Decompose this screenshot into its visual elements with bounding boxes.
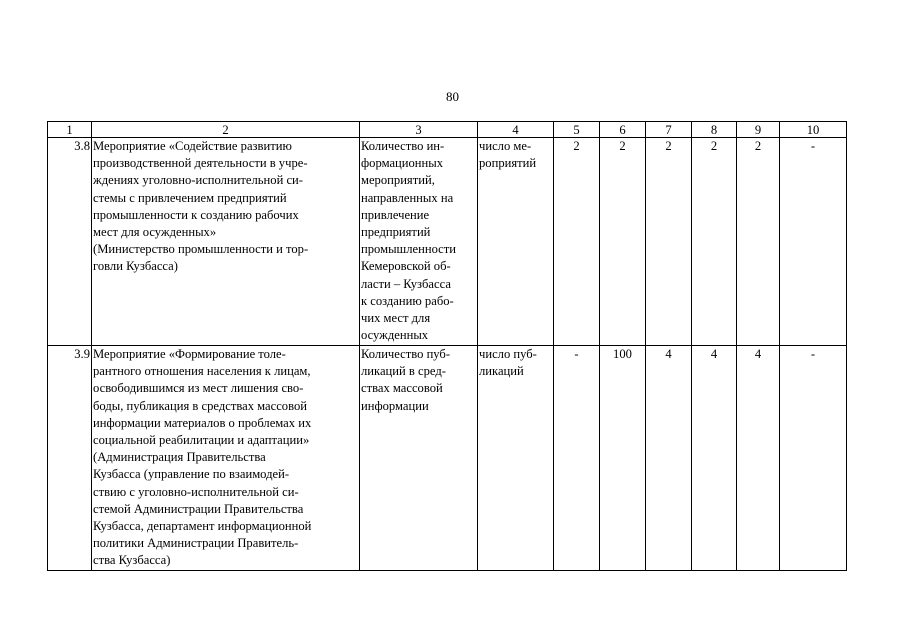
indicator-line: Количество пуб- <box>361 347 451 361</box>
event-line: Мероприятие «Содействие развитию <box>93 139 292 153</box>
event-line: информации материалов о проблемах их <box>93 415 312 430</box>
column-number-header: 6 <box>600 122 646 138</box>
indicator-description <box>360 138 478 346</box>
event-line: мест для осужденных» <box>93 225 217 240</box>
column-number-header: 1 <box>48 122 92 138</box>
event-description <box>92 346 360 571</box>
row-number: 3.9 <box>48 346 92 571</box>
indicator-description <box>360 346 478 571</box>
value-cell: 2 <box>692 138 737 346</box>
value-cell: - <box>780 346 847 571</box>
value-cell: 2 <box>737 138 780 346</box>
table-row <box>48 346 847 571</box>
column-number-header: 5 <box>554 122 600 138</box>
event-description <box>92 138 360 346</box>
table-row <box>48 138 847 346</box>
event-line: Кузбасса, департамент информационной <box>93 519 312 534</box>
event-line: ждениях уголовно-исполнительной си- <box>93 173 303 188</box>
column-number-header: 3 <box>360 122 478 138</box>
event-line: Мероприятие «Формирование толе- <box>93 347 286 361</box>
indicator-line: чих мест для <box>361 311 431 326</box>
event-line: производственной деятельности в учре- <box>93 156 308 171</box>
column-number-header: 4 <box>478 122 554 138</box>
column-number-header: 7 <box>646 122 692 138</box>
column-number-header: 9 <box>737 122 780 138</box>
indicator-line: ликаций в сред- <box>361 364 446 379</box>
indicator-line: Количество ин- <box>361 139 445 153</box>
value-cell: 2 <box>554 138 600 346</box>
value-cell: 4 <box>737 346 780 571</box>
unit-of-measure <box>478 346 554 571</box>
unit-line: число пуб- <box>479 347 537 361</box>
value-cell: 2 <box>646 138 692 346</box>
indicator-line: информации <box>361 398 429 413</box>
value-cell: 2 <box>600 138 646 346</box>
indicator-line: ствах массовой <box>361 381 443 396</box>
indicator-line: осужденных <box>361 328 429 343</box>
indicator-line: ласти – Кузбасса <box>361 276 451 291</box>
event-line: Кузбасса (управление по взаимодей- <box>93 467 290 482</box>
row-number: 3.8 <box>48 138 92 346</box>
value-cell: 100 <box>600 346 646 571</box>
indicator-line: Кемеровской об- <box>361 259 451 274</box>
indicator-line: привлечение <box>361 207 430 222</box>
indicator-line: промышленности <box>361 242 457 257</box>
column-number-header: 2 <box>92 122 360 138</box>
indicator-line: мероприятий, <box>361 173 435 188</box>
unit-line: число ме- <box>479 139 532 153</box>
event-line: (Министерство промышленности и тор- <box>93 242 309 257</box>
unit-of-measure <box>478 138 554 346</box>
event-line: промышленности к созданию рабочих <box>93 207 299 222</box>
indicator-line: предприятий <box>361 225 431 240</box>
measures-table <box>47 121 847 571</box>
indicator-line: к созданию рабо- <box>361 293 454 308</box>
event-line: боды, публикация в средствах массовой <box>93 398 308 413</box>
value-cell: - <box>780 138 847 346</box>
indicator-line: направленных на <box>361 190 454 205</box>
event-line: (Администрация Правительства <box>93 450 266 465</box>
value-cell: 4 <box>692 346 737 571</box>
value-cell: 4 <box>646 346 692 571</box>
unit-line: роприятий <box>479 156 537 171</box>
column-number-header: 8 <box>692 122 737 138</box>
event-line: стемы с привлечением предприятий <box>93 190 287 205</box>
page-number: 80 <box>446 89 459 104</box>
event-line: ства Кузбасса) <box>93 553 171 568</box>
unit-line: ликаций <box>479 364 524 379</box>
event-line: говли Кузбасса) <box>93 259 178 274</box>
event-line: политики Администрации Правитель- <box>93 536 299 551</box>
column-number-header: 10 <box>780 122 847 138</box>
table-header-row <box>48 122 847 138</box>
event-line: ствию с уголовно-исполнительной си- <box>93 484 299 499</box>
event-line: стемой Администрации Правительства <box>93 501 304 516</box>
indicator-line: формационных <box>361 156 444 171</box>
event-line: социальной реабилитации и адаптации» <box>93 433 310 448</box>
value-cell: - <box>554 346 600 571</box>
event-line: освободившимся из мест лишения сво- <box>93 381 304 396</box>
event-line: рантного отношения населения к лицам, <box>93 364 311 379</box>
